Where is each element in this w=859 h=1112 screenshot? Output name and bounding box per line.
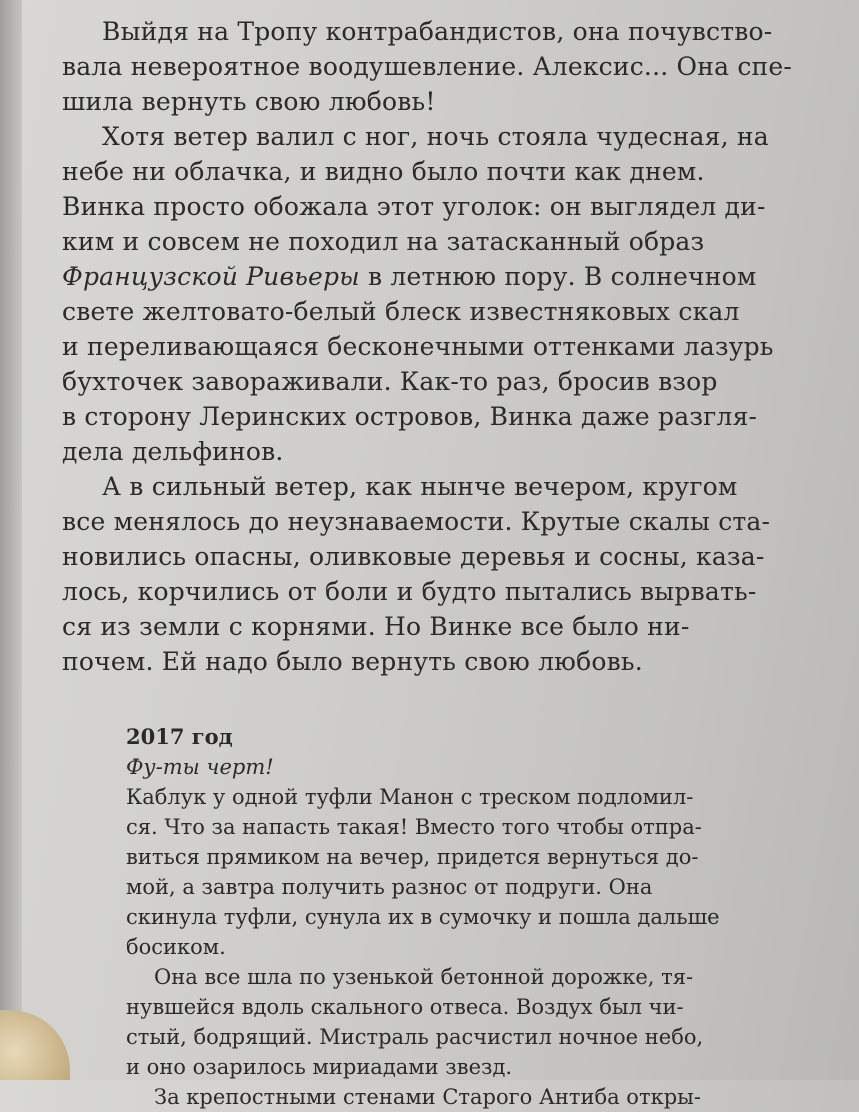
page-edge-shadow — [0, 0, 22, 1080]
text-line: и оно озарилось мириадами звезд. — [126, 1055, 513, 1079]
text-line: бухточек завораживали. Как-то раз, бросив взор — [62, 367, 718, 396]
text-line: вала невероятное воодушевление. Алексис... Она спе- — [62, 52, 793, 81]
text-line: ся из земли с корнями. Но Винке все было ни- — [62, 612, 690, 641]
text-line: босиком. — [126, 935, 226, 959]
text-line: все менялось до неузнаваемости. Крутые скалы ста- — [62, 507, 771, 536]
text-fragment: в летнюю пору. В солнечном — [359, 262, 757, 291]
text-line: лось, корчились от боли и будто пытались вырвать- — [62, 577, 757, 606]
text-line: дела дельфинов. — [62, 437, 284, 466]
text-line: в сторону Леринских островов, Винка даже разгля- — [62, 402, 758, 431]
text-line: шила вернуть свою любовь! — [62, 87, 436, 116]
text-line: и переливающаяся бесконечными оттенками лазурь — [62, 332, 774, 361]
main-text-block — [62, 14, 822, 679]
text-line: А в сильный ветер, как нынче вечером, кругом — [102, 472, 738, 501]
section-title: 2017 год — [126, 724, 233, 749]
thumb-shadow — [0, 1010, 70, 1080]
text-line: новились опасны, оливковые деревья и сосны, каза- — [62, 542, 765, 571]
text-line: нувшейся вдоль скального отвеса. Воздух был чи- — [126, 995, 684, 1019]
text-line: Выйдя на Тропу контрабандистов, она почувство- — [102, 17, 773, 46]
text-line: Хотя ветер валил с ног, ночь стояла чудесная, на — [102, 122, 769, 151]
italic-phrase: Французской Ривьеры — [62, 262, 360, 291]
text-line: ся. Что за напасть такая! Вместо того чтобы отпра- — [126, 815, 702, 839]
section-2017 — [126, 722, 826, 1112]
text-line: небе ни облачка, и видно было почти как днем. — [62, 157, 705, 186]
text-line: Каблук у одной туфли Манон с треском подломил- — [126, 785, 694, 809]
text-line: стый, бодрящий. Мистраль расчистил ночное небо, — [126, 1025, 704, 1049]
text-line: ким и совсем не походил на затасканный образ — [62, 227, 705, 256]
text-line: Винка просто обожала этот уголок: он выглядел ди- — [62, 192, 766, 221]
text-line: Она все шла по узенькой бетонной дорожке, тя- — [154, 965, 694, 989]
text-line: свете желтовато-белый блеск известняковых скал — [62, 297, 740, 326]
text-line — [62, 259, 822, 294]
text-line: мой, а завтра получить разнос от подруги. Она — [126, 875, 653, 899]
text-line: почем. Ей надо было вернуть свою любовь. — [62, 647, 643, 676]
text-line: виться прямиком на вечер, придется вернуться до- — [126, 845, 699, 869]
section-subtitle: Фу-ты черт! — [126, 755, 274, 779]
text-line: За крепостными стенами Старого Антиба откры- — [154, 1085, 701, 1109]
text-line: скинула туфли, сунула их в сумочку и пошла дальше — [126, 905, 720, 929]
